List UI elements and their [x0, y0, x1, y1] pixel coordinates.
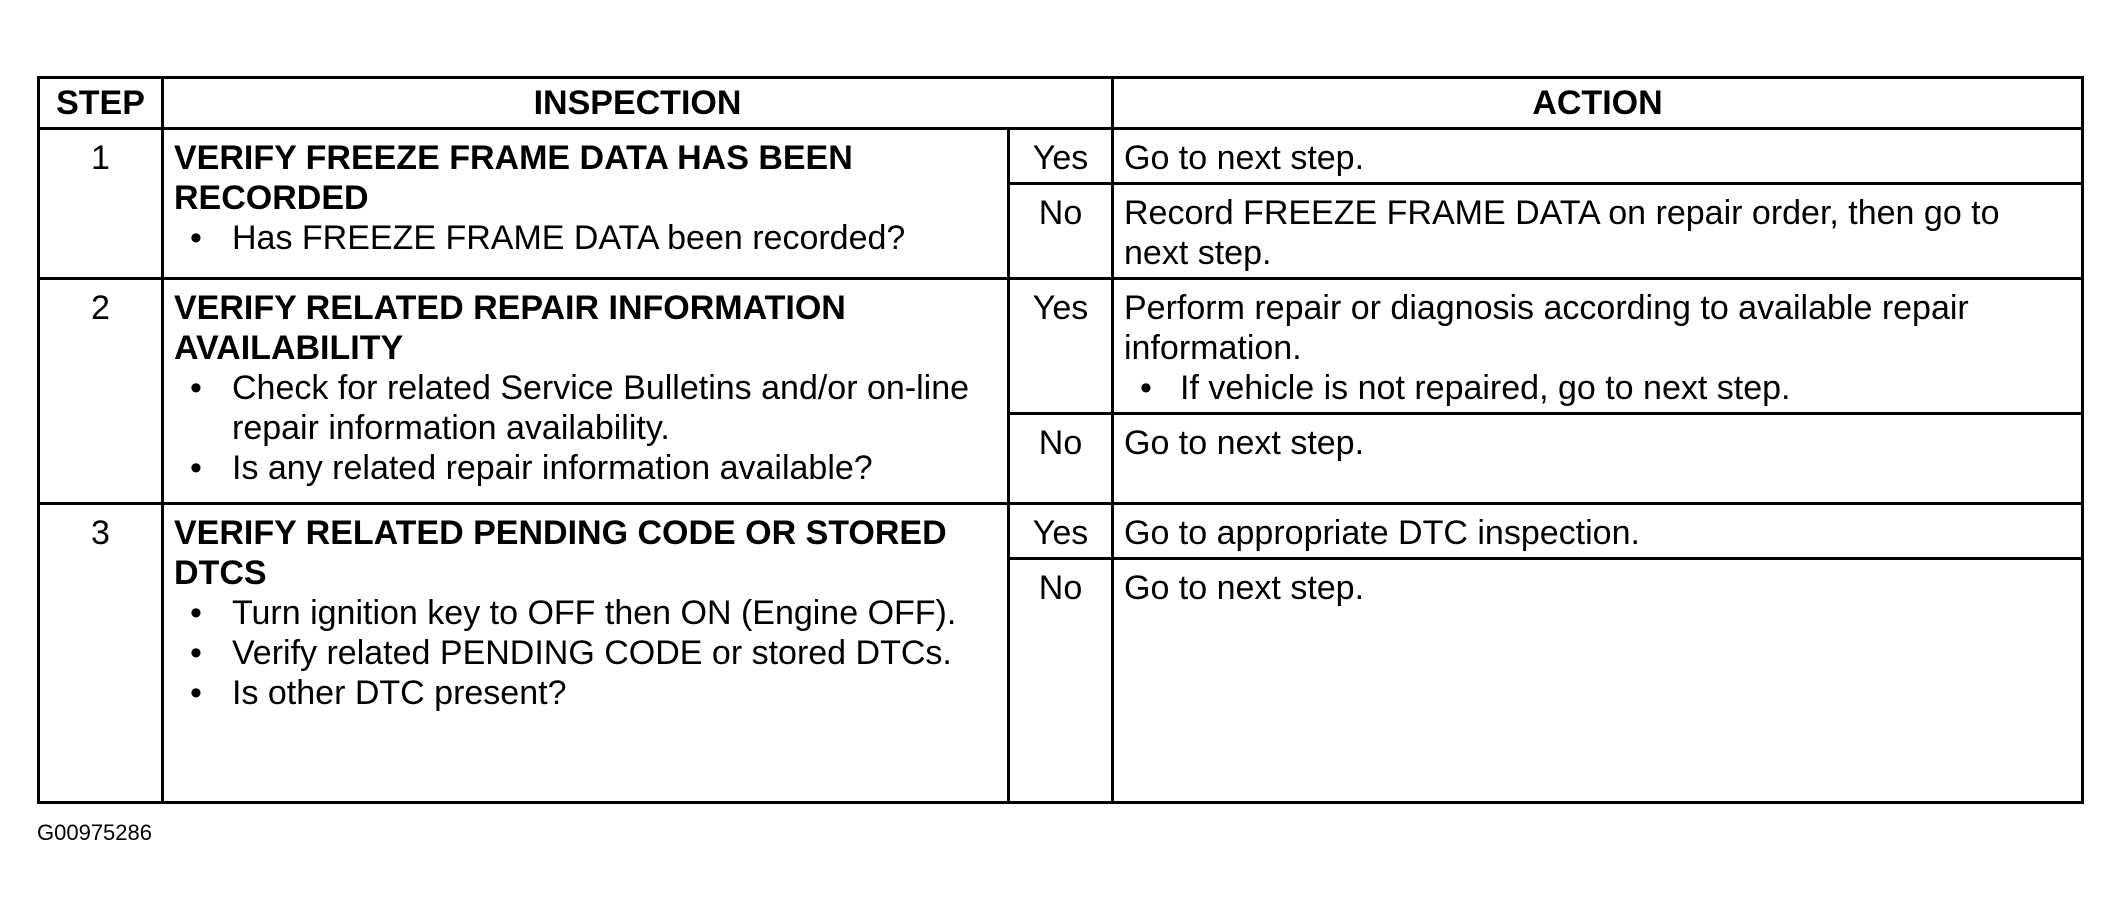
step-number: 3	[39, 504, 163, 803]
yes-label: Yes	[1009, 279, 1113, 414]
inspection-bullets	[174, 593, 997, 713]
inspection-bullets	[174, 368, 997, 488]
step-1-yes-row	[39, 129, 2083, 184]
header-action: ACTION	[1113, 78, 2083, 129]
header-row	[39, 78, 2083, 129]
inspection-bullets	[174, 218, 997, 258]
step-2-yes-row	[39, 279, 2083, 414]
step-number: 1	[39, 129, 163, 279]
yes-label: Yes	[1009, 504, 1113, 559]
bullet-icon: •	[190, 594, 202, 632]
action-bullets	[1124, 368, 2071, 408]
no-label: No	[1009, 184, 1113, 279]
step-3-yes-row	[39, 504, 2083, 559]
bullet-item: • Is any related repair information available?	[190, 449, 873, 487]
bullet-item: • Is other DTC present?	[190, 674, 567, 712]
no-action: Record FREEZE FRAME DATA on repair order, then go to next step.	[1113, 184, 2083, 279]
inspection-title: VERIFY FREEZE FRAME DATA HAS BEEN RECORDED	[174, 139, 853, 217]
yes-action: Go to appropriate DTC inspection.	[1113, 504, 2083, 559]
inspection-title: VERIFY RELATED PENDING CODE OR STORED DTCS	[174, 514, 947, 592]
inspection-cell	[163, 279, 1009, 504]
no-action: Go to next step.	[1113, 559, 2083, 803]
yes-action: Go to next step.	[1113, 129, 2083, 184]
bullet-icon: •	[1140, 369, 1152, 407]
no-label: No	[1009, 414, 1113, 504]
bullet-icon: •	[190, 219, 202, 257]
figure-id: G00975286	[37, 820, 152, 845]
step-number: 2	[39, 279, 163, 504]
no-label: No	[1009, 559, 1113, 803]
bullet-icon: •	[190, 674, 202, 712]
bullet-icon: •	[190, 369, 202, 407]
header-inspection: INSPECTION	[163, 78, 1113, 129]
yes-action	[1113, 279, 2083, 414]
inspection-cell	[163, 129, 1009, 279]
inspection-title: VERIFY RELATED REPAIR INFORMATION AVAILABILITY	[174, 289, 846, 367]
yes-action-text: Perform repair or diagnosis according to available repair information.	[1124, 289, 1969, 367]
bullet-icon: •	[190, 634, 202, 672]
bullet-item: • Has FREEZE FRAME DATA been recorded?	[190, 219, 906, 257]
no-action: Go to next step.	[1113, 414, 2083, 504]
bullet-item: • Turn ignition key to OFF then ON (Engine OFF).	[190, 594, 957, 632]
bullet-item: • Check for related Service Bulletins and/or on-line repair information availability.	[190, 369, 970, 447]
yes-label: Yes	[1009, 129, 1113, 184]
header-step: STEP	[39, 78, 163, 129]
diagnostic-table	[37, 76, 2084, 804]
inspection-cell	[163, 504, 1009, 803]
bullet-item: • Verify related PENDING CODE or stored DTCs.	[190, 634, 952, 672]
bullet-icon: •	[190, 449, 202, 487]
bullet-item: • If vehicle is not repaired, go to next step.	[1140, 369, 1791, 407]
